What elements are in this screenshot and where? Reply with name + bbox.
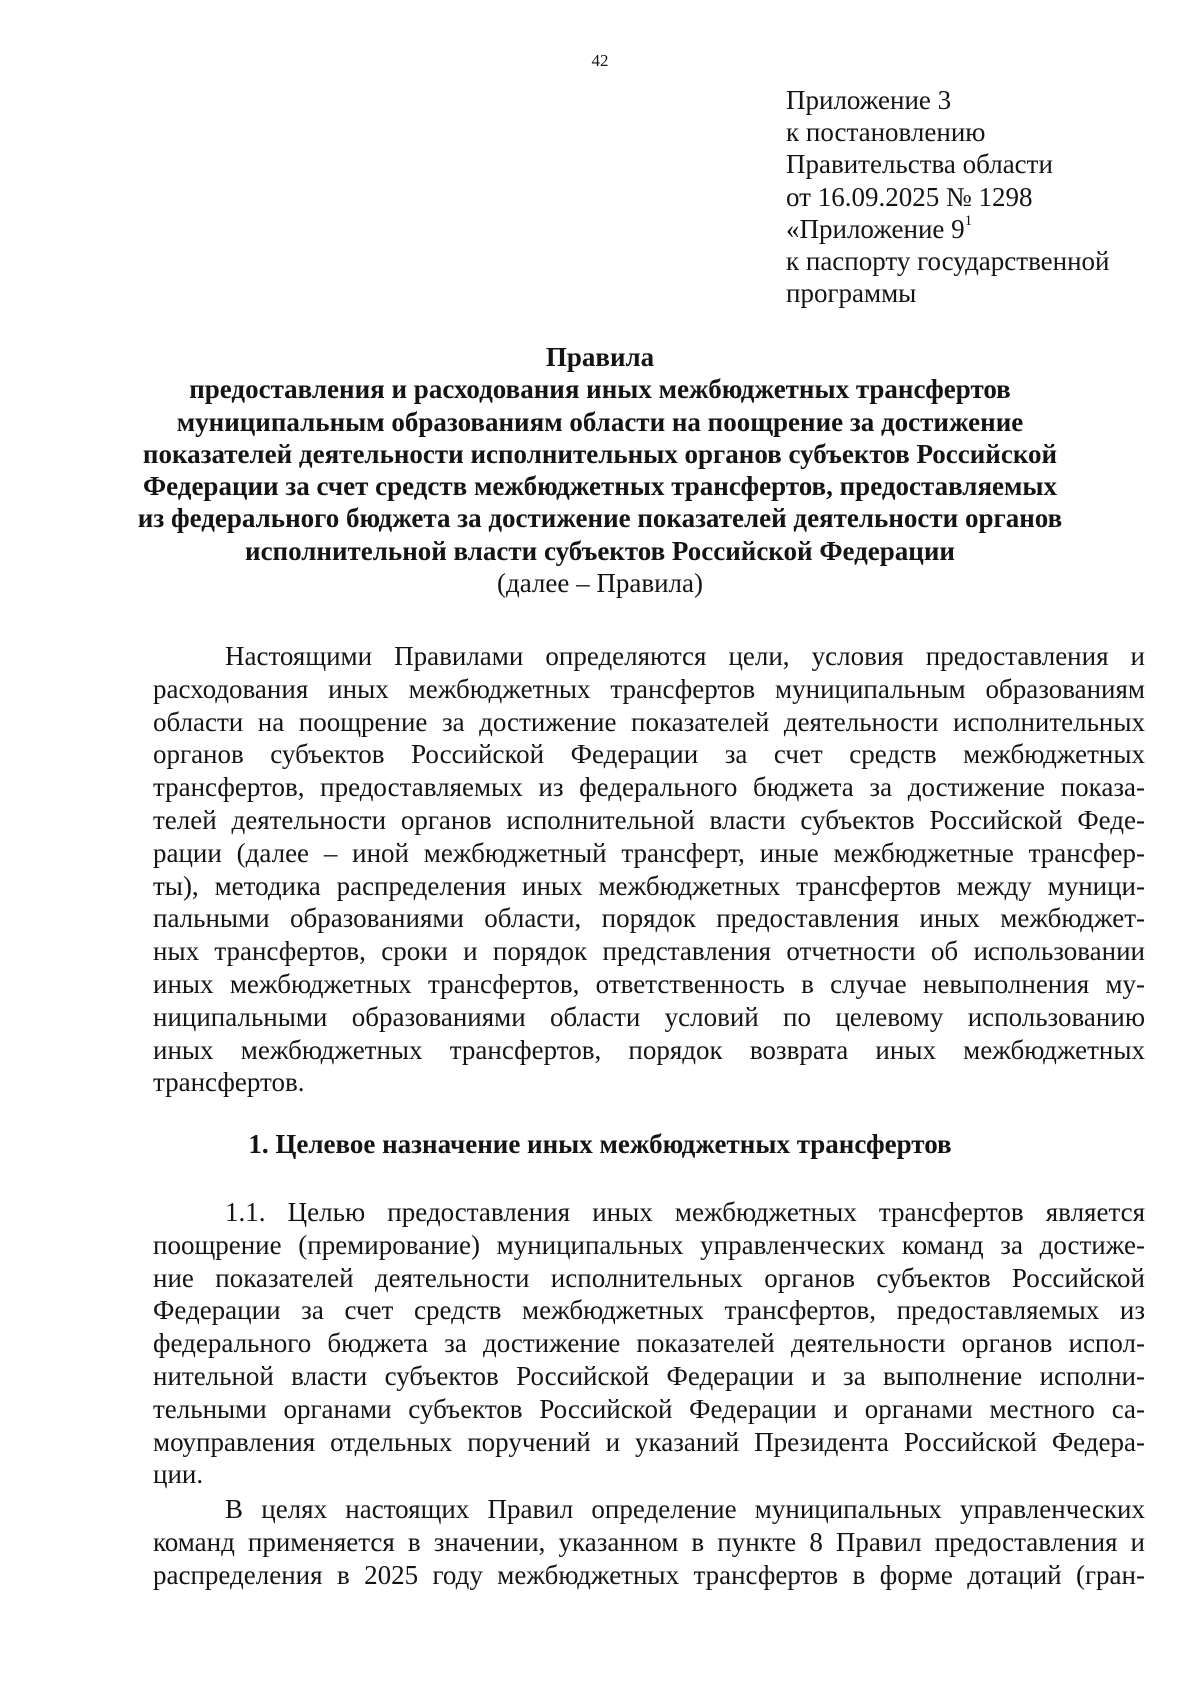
appendix-line: к паспорту государственной [786, 246, 1110, 277]
paragraph-line: ты), методика распределения иных межбюджетных трансфертов между муници- [153, 870, 1145, 901]
paragraph-line: команд применяется в значении, указанном в пункте 8 Правил предоставления и [153, 1526, 1145, 1557]
title-note: (далее – Правила) [496, 568, 704, 599]
paragraph-line: области на поощрение за достижение показателей деятельности исполнительных [153, 706, 1145, 737]
title-line: исполнительной власти субъектов Российской Федерации [245, 535, 955, 566]
paragraph-line: 1.1. Целью предоставления иных межбюджетных трансфертов является [225, 1197, 1145, 1227]
paragraph-line: ных трансфертов, сроки и порядок представления отчетности об использовании [153, 936, 1145, 967]
title-line: из федерального бюджета за достижение показателей деятельности органов [137, 503, 1063, 534]
paragraph-line: рации (далее – иной межбюджетный трансферт, иные межбюджетные трансфер- [153, 837, 1145, 868]
appendix-line: Приложение 3 [786, 85, 952, 115]
appendix-superscript: 1 [964, 212, 973, 229]
title-line: показателей деятельности исполнительных органов субъектов Российской [142, 438, 1058, 469]
paragraph-line: В целях настоящих Правил определение муниципальных управленческих [225, 1494, 1145, 1524]
paragraph-line: моуправления отдельных поручений и указаний Президента Российской Федера- [153, 1426, 1145, 1457]
paragraph-line: трансфертов, предоставляемых из федерального бюджета за достижение показа- [153, 772, 1145, 803]
appendix-line-text: «Приложение 9 [786, 213, 965, 244]
paragraph-line: пальными образованиями области, порядок предоставления иных межбюджет- [153, 903, 1145, 934]
paragraph-line: ние показателей деятельности исполнительных органов субъектов Российской [153, 1262, 1145, 1293]
title-heading: Правила [545, 342, 655, 372]
appendix-line: от 16.09.2025 № 1298 [786, 181, 1033, 212]
paragraph-definition [153, 1493, 1145, 1591]
title-line: муниципальным образованиям области на поощрение за достижение [176, 406, 1024, 437]
intro-paragraph [153, 640, 1145, 1099]
paragraph-line: телей деятельности органов исполнительной власти субъектов Российской Феде- [153, 804, 1145, 835]
document-title [120, 341, 1080, 599]
page-number: 42 [591, 51, 609, 70]
appendix-line: Правительства области [786, 149, 1053, 180]
paragraph-line: федерального бюджета за достижение показателей деятельности органов испол- [153, 1328, 1145, 1359]
paragraph-line: ции. [153, 1459, 204, 1490]
title-line: предоставления и расходования иных межбюджетных трансфертов [189, 374, 1011, 405]
paragraph-line: нительной власти субъектов Российской Федерации и за выполнение исполни- [153, 1360, 1145, 1391]
paragraph-line: органов субъектов Российской Федерации за счет средств межбюджетных [153, 739, 1145, 770]
title-line: Федерации за счет средств межбюджетных трансфертов, предоставляемых [142, 471, 1058, 502]
appendix-header [786, 84, 1166, 309]
appendix-line: программы [786, 278, 917, 309]
paragraph-1-1 [153, 1196, 1145, 1491]
paragraph-line: иных межбюджетных трансфертов, порядок возврата иных межбюджетных [153, 1034, 1145, 1065]
paragraph-line: тельными органами субъектов Российской Федерации и органами местного са- [153, 1393, 1145, 1424]
paragraph-line: поощрение (премирование) муниципальных управленческих команд за достиже- [153, 1229, 1145, 1260]
appendix-line: к постановлению [786, 117, 986, 148]
paragraph-line: ниципальными образованиями области условий по целевому использованию [153, 1001, 1145, 1032]
section-heading: 1. Целевое назначение иных межбюджетных трансфертов [248, 1129, 952, 1159]
paragraph-line: расходования иных межбюджетных трансфертов муниципальным образованиям [153, 673, 1145, 704]
paragraph-line: иных межбюджетных трансфертов, ответственность в случае невыполнения му- [153, 968, 1145, 999]
paragraph-line: распределения в 2025 году межбюджетных трансфертов в форме дотаций (гран- [153, 1559, 1145, 1590]
appendix-line [786, 213, 1166, 245]
paragraph-line: трансфертов. [153, 1067, 305, 1098]
paragraph-line: Настоящими Правилами определяются цели, условия предоставления и [225, 641, 1145, 671]
paragraph-line: Федерации за счет средств межбюджетных трансфертов, предоставляемых из [153, 1295, 1145, 1326]
